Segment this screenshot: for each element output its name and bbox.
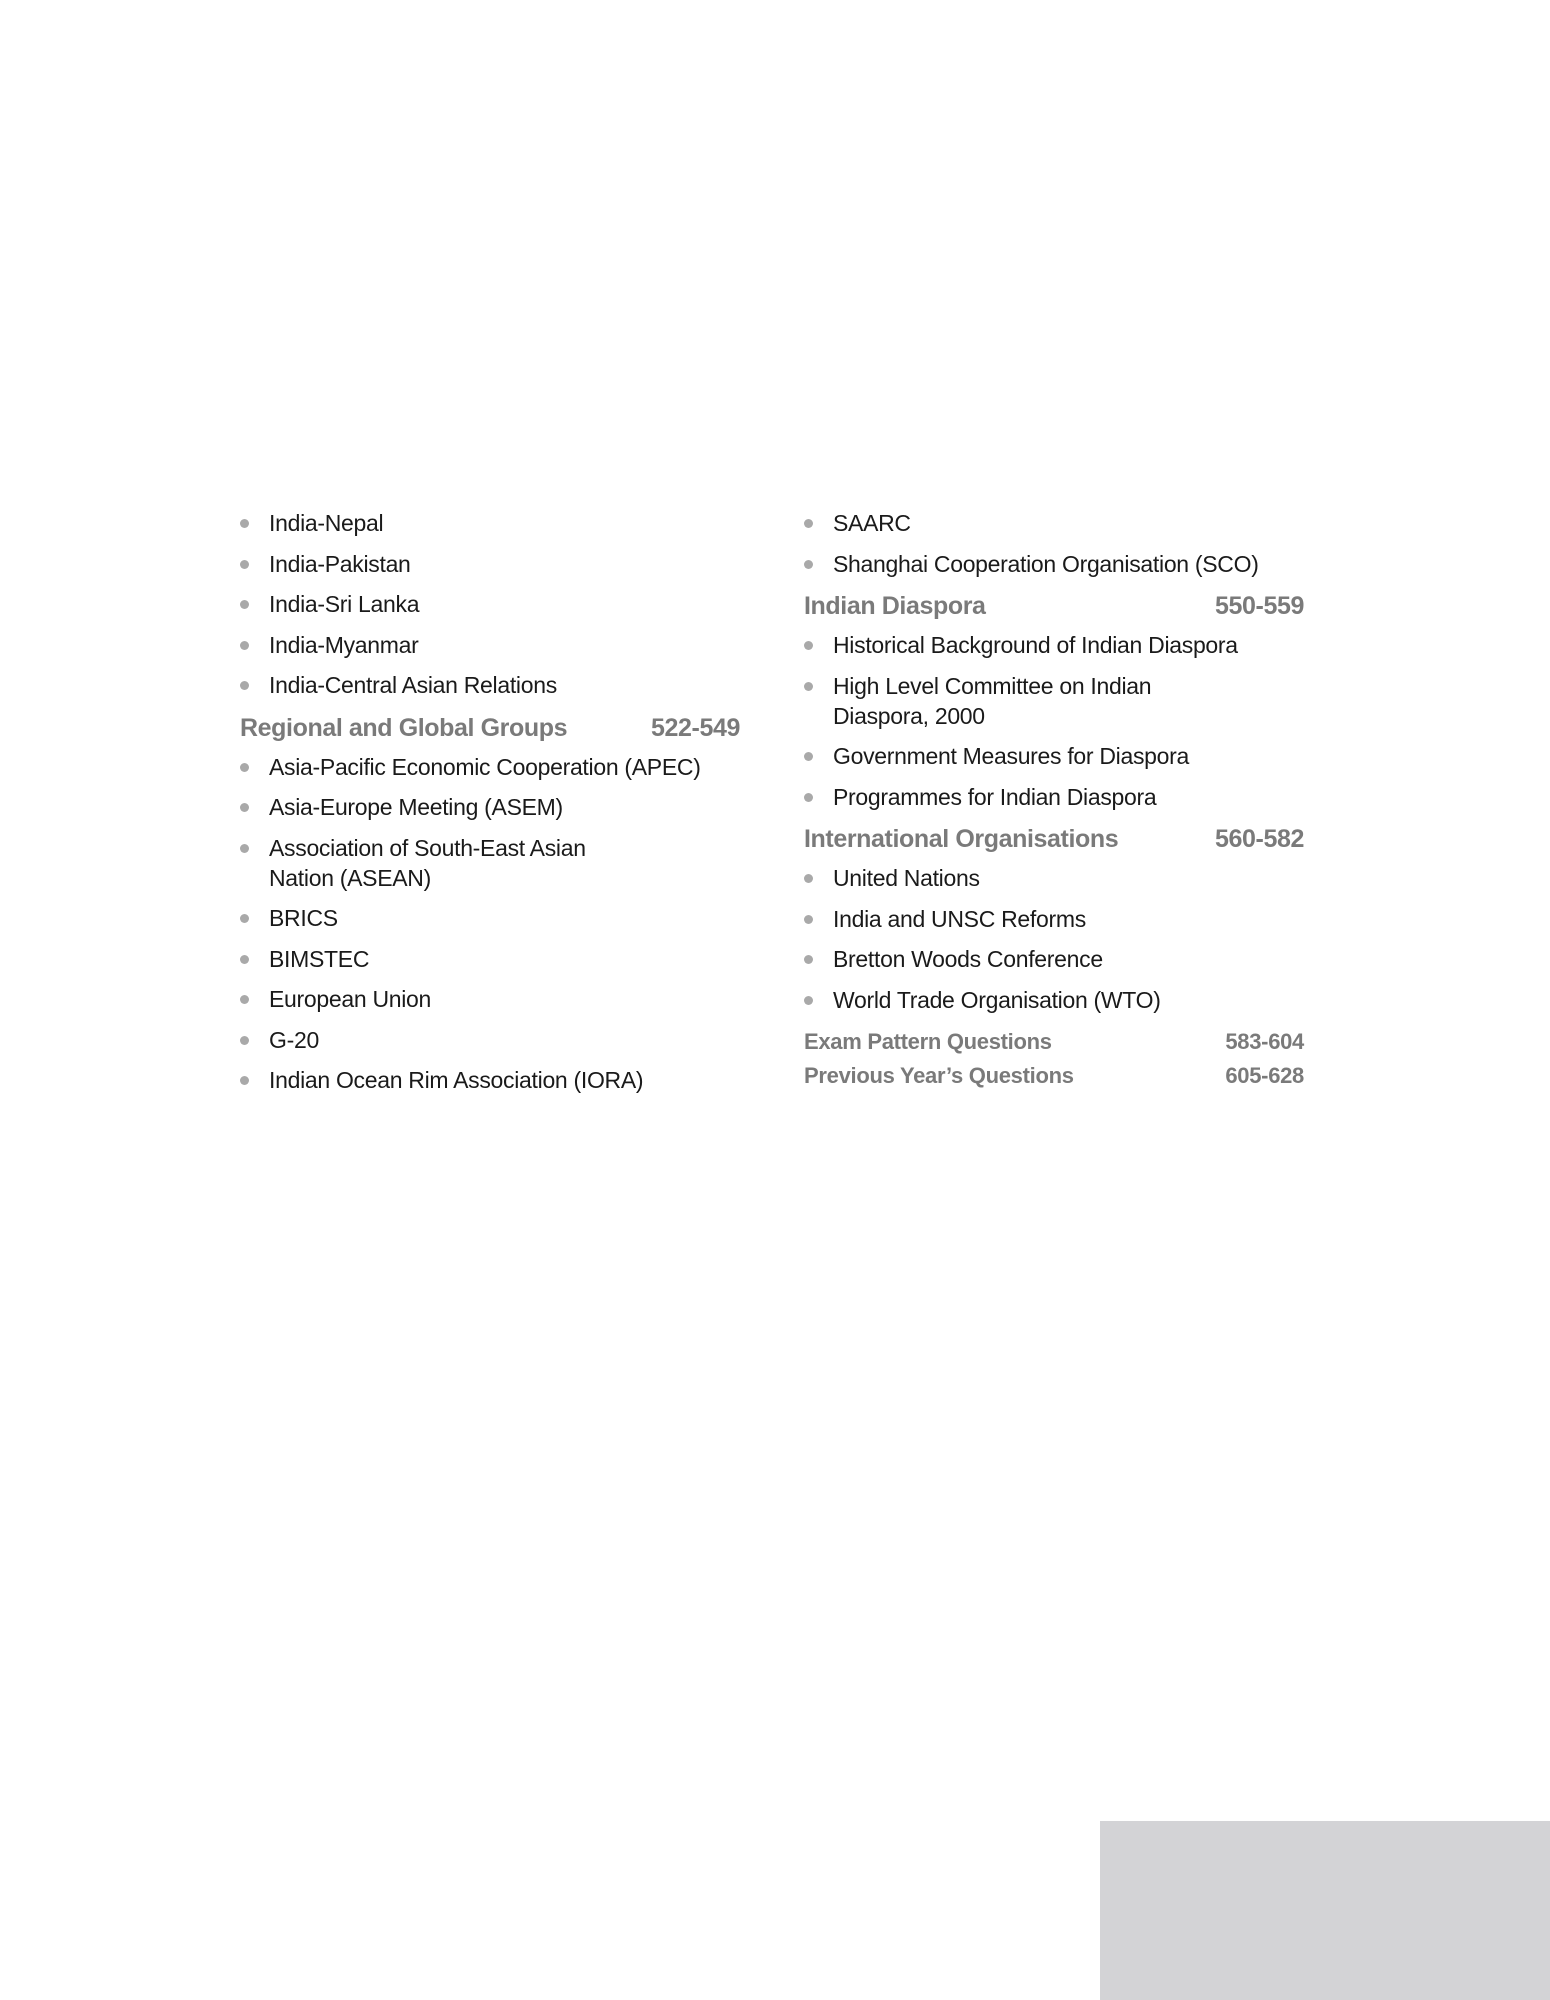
bullet-icon [240,803,249,812]
toc-entry-label: Association of South-East Asian Nation (ASEAN) [269,834,586,891]
toc-entry [240,752,740,782]
toc-entry-label: European Union [269,986,432,1012]
toc-entry [804,985,1304,1015]
toc-entry-label: India-Pakistan [269,550,411,577]
section-page-range: 522-549 [651,713,740,742]
toc-entry-label: Historical Background of Indian Diaspora [833,632,1238,658]
toc-entry [240,984,740,1014]
toc-entry-label: Bretton Woods Conference [833,946,1103,972]
bullet-icon [240,600,249,609]
section-heading-regional-global-groups [240,711,740,745]
toc-entry-label: BIMSTEC [269,945,370,972]
bullet-icon [240,955,249,964]
toc-entry-label: Programmes for Indian Diaspora [833,783,1157,810]
toc-entry-label: High Level Committee on Indian Diaspora, 2000 [833,672,1152,729]
toc-entry-label: World Trade Organisation (WTO) [833,986,1161,1013]
toc-entry [240,589,740,619]
toc-entry [240,549,740,579]
toc-entry [240,903,740,933]
toc-entry-label: India-Myanmar [269,631,419,658]
bullet-icon [240,1036,249,1045]
toc-right-column [804,508,1304,1093]
toc-entry [804,944,1304,974]
bullet-icon [804,874,813,883]
toc-entry-label: Shanghai Cooperation Organisation (SCO) [833,550,1259,577]
toc-list [804,630,1304,812]
bullet-icon [804,682,813,691]
extra-page-range: 605-628 [1225,1063,1304,1088]
bullet-icon [804,519,813,528]
toc-entry [804,904,1304,934]
toc-entry [240,670,740,700]
toc-entry-label: United Nations [833,865,980,891]
corner-decorative-box [1100,1821,1550,2000]
bullet-icon [804,793,813,802]
toc-entry [240,833,639,893]
toc-entry-label: India-Nepal [269,510,384,536]
toc-list [240,508,740,700]
toc-entry [804,863,1304,893]
bullet-icon [240,914,249,923]
extra-page-range: 583-604 [1225,1029,1304,1054]
toc-list [240,752,740,1096]
toc-entry [240,1065,740,1095]
toc-entry [240,630,740,660]
bullet-icon [240,1076,249,1085]
toc-entry [240,944,740,974]
toc-extra-exam-pattern [804,1025,1304,1059]
bullet-icon [240,519,249,528]
toc-entry [240,1025,740,1055]
bullet-icon [240,995,249,1004]
toc-entry-label: India-Sri Lanka [269,591,420,617]
toc-entry [804,782,1304,812]
toc-entry-label: BRICS [269,905,338,931]
toc-list [804,508,1304,579]
bullet-icon [804,641,813,650]
section-title: Regional and Global Groups [240,713,568,742]
bullet-icon [240,681,249,690]
toc-entry [240,508,740,538]
toc-entry-label: Asia-Pacific Economic Cooperation (APEC) [269,753,701,780]
toc-entry [804,549,1304,579]
section-heading-international-organisations [804,822,1304,856]
extra-title: Exam Pattern Questions [804,1029,1052,1054]
toc-entry-label: India-Central Asian Relations [269,672,557,698]
toc-entry-label: SAARC [833,510,911,536]
bullet-icon [804,752,813,761]
toc-extra-previous-year [804,1059,1304,1093]
section-title: Indian Diaspora [804,592,986,620]
bullet-icon [804,560,813,569]
toc-entry [804,630,1304,660]
section-page-range: 550-559 [1215,592,1304,620]
toc-entry-label: Government Measures for Diaspora [833,743,1189,769]
bullet-icon [240,560,249,569]
toc-entry-label: Asia-Europe Meeting (ASEM) [269,794,563,820]
section-page-range: 560-582 [1215,825,1304,853]
section-title: International Organisations [804,825,1119,853]
toc-entry [804,671,1213,731]
bullet-icon [240,763,249,772]
section-heading-indian-diaspora [804,589,1304,623]
bullet-icon [804,915,813,924]
bullet-icon [240,844,249,853]
toc-entry-label: G-20 [269,1026,319,1053]
bullet-icon [804,955,813,964]
bullet-icon [804,996,813,1005]
toc-list [804,863,1304,1015]
extra-title: Previous Year’s Questions [804,1063,1074,1088]
toc-entry [240,792,740,822]
toc-entry-label: India and UNSC Reforms [833,905,1086,932]
bullet-icon [240,641,249,650]
toc-left-column [240,508,740,1106]
toc-entry [804,741,1304,771]
toc-extras [804,1025,1304,1093]
toc-entry [804,508,1304,538]
toc-entry-label: Indian Ocean Rim Association (IORA) [269,1067,644,1093]
